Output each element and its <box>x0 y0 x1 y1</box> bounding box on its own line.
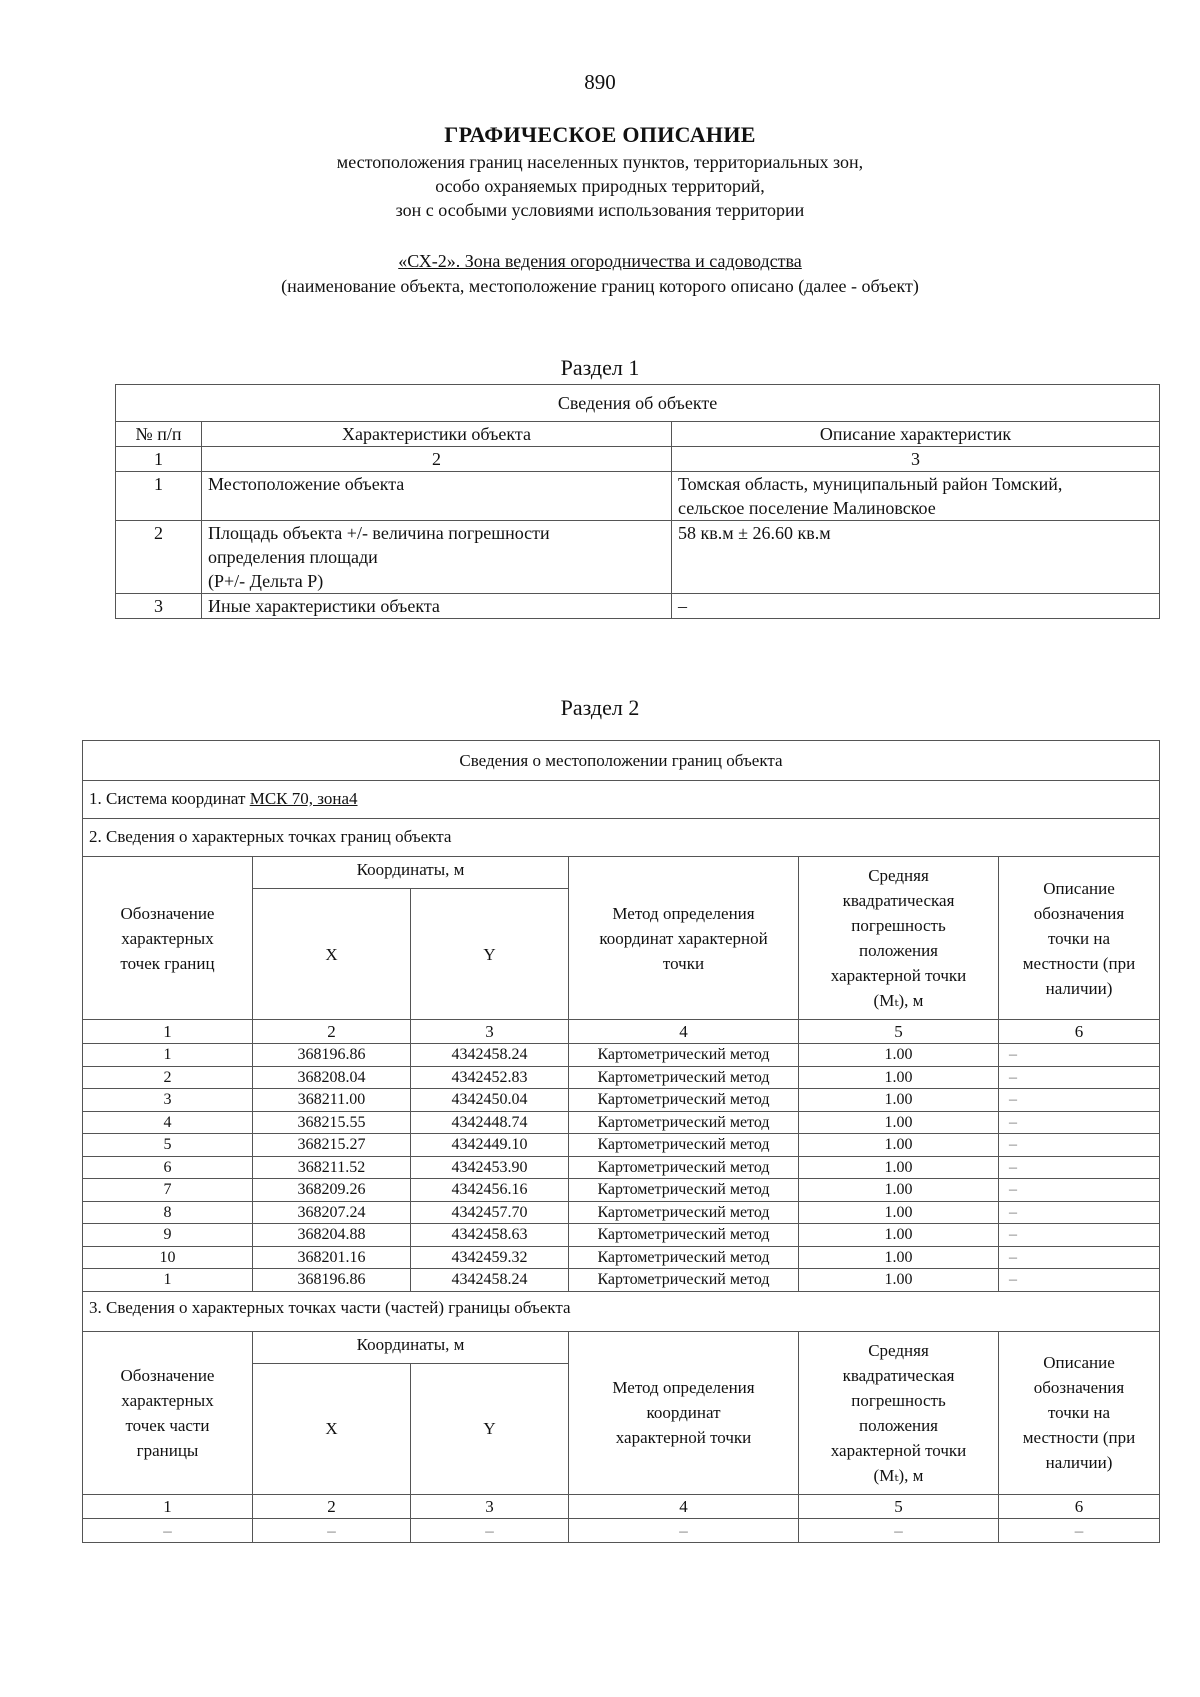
point-x: 368196.86 <box>253 1044 411 1067</box>
part-header-x: X <box>253 1363 411 1494</box>
header-x: X <box>253 889 411 1020</box>
subtitle-line-3: зон с особыми условиями использования территории <box>395 200 805 220</box>
point-x: 368211.52 <box>253 1156 411 1179</box>
row-number: 3 <box>116 594 202 619</box>
point-number: 10 <box>83 1246 253 1269</box>
header-method-line: характерной точки <box>615 1428 752 1447</box>
object-info-table-title: Сведения об объекте <box>116 385 1160 422</box>
point-y: 4342453.90 <box>411 1156 569 1179</box>
row-characteristic <box>202 472 672 521</box>
point-description: – <box>999 1066 1160 1089</box>
point-number: 3 <box>83 1089 253 1112</box>
point-y: 4342448.74 <box>411 1111 569 1134</box>
point-x: 368215.55 <box>253 1111 411 1134</box>
header-description-line: Описание <box>1043 878 1115 898</box>
header-method-line: координат характерной <box>599 928 768 948</box>
subtitle-line-1: местоположения границ населенных пунктов, территориальных зон, <box>336 152 864 172</box>
section-1-title: Раздел 1 <box>560 355 640 380</box>
point-error: 1.00 <box>799 1044 999 1067</box>
point-number: 6 <box>83 1156 253 1179</box>
point-description: – <box>999 1089 1160 1112</box>
point-number: 7 <box>83 1179 253 1202</box>
point-number: 8 <box>83 1201 253 1224</box>
point-x: 368208.04 <box>253 1066 411 1089</box>
boundary-table-title: Сведения о местоположении границ объекта <box>83 741 1160 781</box>
point-number: 9 <box>83 1224 253 1247</box>
table-row <box>83 1179 1160 1202</box>
part-cell: – <box>569 1518 799 1542</box>
row-characteristic-line: Площадь объекта +/- величина погрешности <box>208 523 550 543</box>
part-header-designation <box>83 1331 253 1494</box>
col-number-4: 4 <box>569 1020 799 1044</box>
part-cell: – <box>999 1518 1160 1542</box>
header-description: Описание характеристик <box>672 422 1160 447</box>
header-designation-line: Обозначение <box>120 1365 215 1385</box>
header-characteristics: Характеристики объекта <box>202 422 672 447</box>
header-designation-line: границы <box>136 1440 199 1460</box>
header-description-line: местности (при <box>1022 1428 1136 1447</box>
part-header-point-description <box>999 1331 1160 1494</box>
table-row <box>116 521 1160 594</box>
header-point-description <box>999 857 1160 1020</box>
header-designation <box>83 857 253 1020</box>
point-y: 4342458.24 <box>411 1269 569 1292</box>
part-cell: – <box>799 1518 999 1542</box>
coord-system-value: МСК 70, зона4 <box>249 789 358 808</box>
point-description: – <box>999 1201 1160 1224</box>
point-y: 4342458.63 <box>411 1224 569 1247</box>
point-y: 4342459.32 <box>411 1246 569 1269</box>
part-col-number-3: 3 <box>411 1494 569 1518</box>
point-description: – <box>999 1224 1160 1247</box>
part-cell: – <box>253 1518 411 1542</box>
point-y: 4342457.70 <box>411 1201 569 1224</box>
point-x: 368204.88 <box>253 1224 411 1247</box>
header-method-line: Метод определения <box>612 903 755 923</box>
header-description-line: точки на <box>1047 928 1111 948</box>
point-number: 2 <box>83 1066 253 1089</box>
header-error-line: (Mₜ), м <box>873 1465 924 1485</box>
col-number-1: 1 <box>83 1020 253 1044</box>
part-header-y: Y <box>411 1363 569 1494</box>
point-y: 4342458.24 <box>411 1044 569 1067</box>
row-characteristic-line: определения площади <box>208 547 378 567</box>
header-error-line: положения <box>858 1415 938 1435</box>
part-cell: – <box>83 1518 253 1542</box>
col-number-3: 3 <box>672 447 1160 472</box>
point-description: – <box>999 1111 1160 1134</box>
header-description-line: точки на <box>1047 1403 1111 1422</box>
header-error-line: (Mₜ), м <box>873 991 924 1010</box>
point-number: 4 <box>83 1111 253 1134</box>
row-description <box>672 521 1160 594</box>
point-x: 368209.26 <box>253 1179 411 1202</box>
coord-system-row <box>83 781 1160 819</box>
header-method-line: координат <box>646 1403 721 1422</box>
header-error-line: характерной точки <box>830 1440 967 1460</box>
header-error-line: погрешность <box>851 1390 946 1410</box>
header-description-line: обозначения <box>1033 1378 1125 1397</box>
point-y: 4342456.16 <box>411 1179 569 1202</box>
part-header-method <box>569 1331 799 1494</box>
point-description: – <box>999 1156 1160 1179</box>
header-error <box>799 857 999 1020</box>
header-description-line: наличии) <box>1045 978 1113 998</box>
table-row <box>83 1224 1160 1247</box>
part-section-title: 3. Сведения о характерных точках части (частей) границы объекта <box>83 1291 1160 1331</box>
point-error: 1.00 <box>799 1269 999 1292</box>
page-number: 890 <box>584 70 616 94</box>
boundary-table <box>82 740 1160 1543</box>
point-error: 1.00 <box>799 1179 999 1202</box>
object-name-wrap <box>0 251 1200 272</box>
header-designation-line: характерных <box>121 1390 214 1410</box>
point-description: – <box>999 1179 1160 1202</box>
row-characteristic <box>202 594 672 619</box>
header-error-line: характерной точки <box>830 966 967 985</box>
header-error-line: квадратическая <box>842 1365 955 1385</box>
header-y: Y <box>411 889 569 1020</box>
subtitle-line-2: особо охраняемых природных территорий, <box>435 176 765 196</box>
header-method-line: Метод определения <box>612 1378 755 1397</box>
header-error-line: квадратическая <box>842 891 955 910</box>
point-method: Картометрический метод <box>569 1224 799 1247</box>
point-y: 4342449.10 <box>411 1134 569 1157</box>
header-designation-line: характерных <box>121 928 214 948</box>
coord-system-label: 1. Система координат <box>89 789 250 808</box>
point-method: Картометрический метод <box>569 1156 799 1179</box>
point-description: – <box>999 1246 1160 1269</box>
col-number-1: 1 <box>116 447 202 472</box>
point-x: 368207.24 <box>253 1201 411 1224</box>
row-characteristic-line: Иные характеристики объекта <box>208 596 440 616</box>
table-row <box>83 1111 1160 1134</box>
table-row <box>83 1156 1160 1179</box>
header-designation-line: точек части <box>125 1415 210 1435</box>
point-description: – <box>999 1134 1160 1157</box>
point-method: Картометрический метод <box>569 1269 799 1292</box>
header-error-line: погрешность <box>851 916 946 935</box>
point-method: Картометрический метод <box>569 1201 799 1224</box>
part-col-number-5: 5 <box>799 1494 999 1518</box>
row-characteristic-line: Местоположение объекта <box>208 474 405 494</box>
table-row <box>83 1066 1160 1089</box>
point-description: – <box>999 1044 1160 1067</box>
table-row <box>83 1134 1160 1157</box>
part-col-number-2: 2 <box>253 1494 411 1518</box>
col-number-6: 6 <box>999 1020 1160 1044</box>
part-cell: – <box>411 1518 569 1542</box>
point-x: 368196.86 <box>253 1269 411 1292</box>
part-header-error <box>799 1331 999 1494</box>
point-error: 1.00 <box>799 1224 999 1247</box>
point-error: 1.00 <box>799 1201 999 1224</box>
object-info-table <box>115 384 1160 619</box>
point-method: Картометрический метод <box>569 1066 799 1089</box>
point-x: 368211.00 <box>253 1089 411 1112</box>
point-error: 1.00 <box>799 1089 999 1112</box>
header-designation-line: Обозначение <box>120 903 215 923</box>
header-description-line: местности (при <box>1022 953 1136 973</box>
row-description <box>672 472 1160 521</box>
table-row <box>83 1089 1160 1112</box>
point-method: Картометрический метод <box>569 1089 799 1112</box>
header-error-line: положения <box>858 941 938 960</box>
header-method-line: точки <box>662 953 705 973</box>
header-number: № п/п <box>116 422 202 447</box>
point-y: 4342452.83 <box>411 1066 569 1089</box>
header-error-line: Средняя <box>868 1340 929 1360</box>
section-2-title: Раздел 2 <box>560 695 640 720</box>
row-characteristic-line: (P+/- Дельта P) <box>208 571 324 591</box>
row-description-line: 58 кв.м ± 26.60 кв.м <box>678 523 831 543</box>
row-characteristic <box>202 521 672 594</box>
point-x: 368201.16 <box>253 1246 411 1269</box>
point-error: 1.00 <box>799 1156 999 1179</box>
col-number-3: 3 <box>411 1020 569 1044</box>
header-error-line: Средняя <box>868 866 929 885</box>
point-error: 1.00 <box>799 1246 999 1269</box>
row-number: 1 <box>116 472 202 521</box>
table-row <box>116 472 1160 521</box>
col-number-2: 2 <box>202 447 672 472</box>
points-section-title: 2. Сведения о характерных точках границ объекта <box>83 819 1160 857</box>
table-row <box>83 1201 1160 1224</box>
part-col-number-6: 6 <box>999 1494 1160 1518</box>
point-y: 4342450.04 <box>411 1089 569 1112</box>
row-description-line: Томская область, муниципальный район Томский, <box>678 474 1063 494</box>
part-table-row <box>83 1518 1160 1542</box>
point-method: Картометрический метод <box>569 1246 799 1269</box>
part-col-number-4: 4 <box>569 1494 799 1518</box>
row-description-line: – <box>678 596 687 616</box>
table-row <box>83 1044 1160 1067</box>
header-description-line: Описание <box>1043 1353 1115 1372</box>
col-number-2: 2 <box>253 1020 411 1044</box>
table-row <box>116 594 1160 619</box>
point-description: – <box>999 1269 1160 1292</box>
point-method: Картометрический метод <box>569 1179 799 1202</box>
point-error: 1.00 <box>799 1134 999 1157</box>
header-description-line: обозначения <box>1033 903 1125 923</box>
col-number-5: 5 <box>799 1020 999 1044</box>
object-caption: (наименование объекта, местоположение границ которого описано (далее - объект) <box>281 276 919 296</box>
part-header-coordinates: Координаты, м <box>253 1331 569 1363</box>
header-coordinates: Координаты, м <box>253 857 569 889</box>
row-description <box>672 594 1160 619</box>
row-number: 2 <box>116 521 202 594</box>
point-method: Картометрический метод <box>569 1111 799 1134</box>
table-row <box>83 1246 1160 1269</box>
header-designation-line: точек границ <box>120 953 215 973</box>
header-description-line: наличии) <box>1045 1453 1113 1472</box>
point-number: 1 <box>83 1269 253 1292</box>
point-number: 5 <box>83 1134 253 1157</box>
point-x: 368215.27 <box>253 1134 411 1157</box>
object-name: «СХ-2». Зона ведения огородничества и садоводства <box>398 251 802 271</box>
document-title: ГРАФИЧЕСКОЕ ОПИСАНИЕ <box>444 122 756 147</box>
points-body <box>83 1044 1160 1292</box>
point-error: 1.00 <box>799 1066 999 1089</box>
part-col-number-1: 1 <box>83 1494 253 1518</box>
point-error: 1.00 <box>799 1111 999 1134</box>
point-number: 1 <box>83 1044 253 1067</box>
point-method: Картометрический метод <box>569 1044 799 1067</box>
point-method: Картометрический метод <box>569 1134 799 1157</box>
header-method <box>569 857 799 1020</box>
row-description-line: сельское поселение Малиновское <box>678 498 936 518</box>
table-row <box>83 1269 1160 1292</box>
